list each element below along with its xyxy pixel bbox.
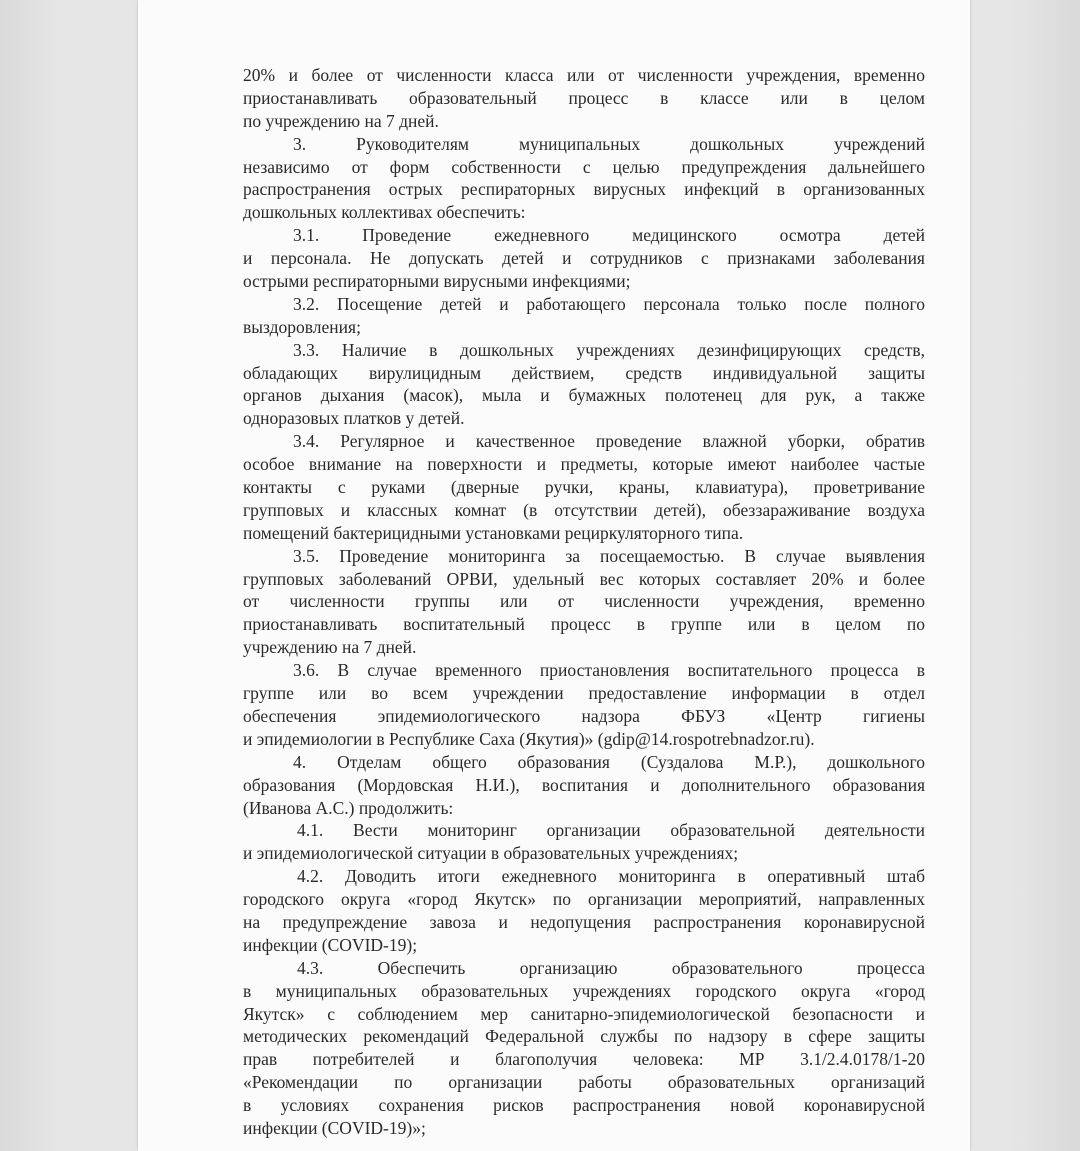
text-line: приостанавливать образовательный процесс в классе или в целом <box>243 87 925 108</box>
text-line: 3.5. Проведение мониторинга за посещаемостью. В случае выявления <box>293 545 925 566</box>
text-line: методических рекомендаций Федеральной службы по надзору в сфере защиты <box>243 1026 925 1047</box>
text-line: и персонала. Не допускать детей и сотрудников с признаками заболевания <box>243 248 925 269</box>
text-line: 4.3. Обеспечить организацию образовательного процесса <box>297 957 925 978</box>
text-line: и эпидемиологии в Республике Саха (Якутия)» (gdip@14.rospotrebnadzor.ru). <box>243 728 815 749</box>
text-line: независимо от форм собственности с целью предупреждения дальнейшего <box>243 156 925 177</box>
text-line: 3.4. Регулярное и качественное проведение влажной уборки, обратив <box>293 431 925 452</box>
text-line: дошкольных коллективах обеспечить: <box>243 202 526 223</box>
paragraph-item-3-4 <box>243 430 925 544</box>
text-line: органов дыхания (масок), мыла и бумажных полотенец для рук, а также <box>243 385 925 406</box>
text-line: помещений бактерицидными установками рециркуляторного типа. <box>243 522 744 543</box>
text-line: (Иванова А.С.) продолжить: <box>243 797 454 818</box>
text-line: 3. Руководителям муниципальных дошкольных учреждений <box>293 133 925 154</box>
text-line: по учреждению на 7 дней. <box>243 110 439 131</box>
text-line: 3.2. Посещение детей и работающего персонала только после полного <box>293 293 925 314</box>
paragraph-item-3-2 <box>243 293 925 339</box>
text-line: прав потребителей и благополучия человека: МР 3.1/2.4.0178/1-20 <box>243 1049 925 1070</box>
document-body <box>243 64 925 1140</box>
text-line: образования (Мордовская Н.И.), воспитания и дополнительного образования <box>243 774 925 795</box>
text-line: группе или во всем учреждении предоставление информации в отдел <box>243 683 925 704</box>
text-line: острыми респираторными вирусными инфекциями; <box>243 271 631 292</box>
text-line: инфекции (COVID-19); <box>243 934 418 955</box>
text-line: 4.1. Вести мониторинг организации образовательной деятельности <box>297 820 925 841</box>
text-line: групповых заболеваний ОРВИ, удельный вес которых составляет 20% и более <box>243 568 925 589</box>
paragraph-item-4-2 <box>243 865 925 957</box>
text-line: учреждению на 7 дней. <box>243 637 417 658</box>
paragraph-cont-2 <box>243 64 925 133</box>
document-page <box>138 0 970 1151</box>
text-line: в муниципальных образовательных учреждениях городского округа «город <box>243 980 925 1001</box>
text-line: контакты с руками (дверные ручки, краны, клавиатура), проветривание <box>243 477 925 498</box>
text-line: от численности группы или от численности учреждения, временно <box>243 591 925 612</box>
text-line: групповых и классных комнат (в отсутствии детей), обеззараживание воздуха <box>243 499 925 520</box>
paragraph-item-3 <box>243 133 925 225</box>
text-line: Якутск» с соблюдением мер санитарно-эпидемиологической безопасности и <box>243 1003 925 1024</box>
text-line: на предупреждение завоза и недопущения распространения коронавирусной <box>243 911 925 932</box>
text-line: обеспечения эпидемиологического надзора ФБУЗ «Центр гигиены <box>243 705 925 726</box>
text-line: особое внимание на поверхности и предметы, которые имеют наиболее частые <box>243 454 925 475</box>
text-line: распространения острых респираторных вирусных инфекций в организованных <box>243 179 925 200</box>
text-line: 4. Отделам общего образования (Суздалова М.Р.), дошкольного <box>293 751 925 772</box>
text-line: обладающих вирулицидным действием, средств индивидуальной защиты <box>243 362 925 383</box>
text-line: «Рекомендации по организации работы образовательных организаций <box>243 1072 925 1093</box>
paragraph-item-4-3 <box>243 957 925 1140</box>
text-line: одноразовых платков у детей. <box>243 408 465 429</box>
text-line: 3.6. В случае временного приостановления воспитательного процесса в <box>293 660 925 681</box>
text-line: 3.1. Проведение ежедневного медицинского осмотра детей <box>293 225 925 246</box>
paragraph-item-3-3 <box>243 339 925 431</box>
text-line: инфекции (COVID-19)»; <box>243 1117 426 1138</box>
paragraph-item-4 <box>243 751 925 820</box>
text-line: приостанавливать воспитательный процесс в группе или в целом по <box>243 614 925 635</box>
text-line: 3.3. Наличие в дошкольных учреждениях дезинфицирующих средств, <box>293 339 925 360</box>
paragraph-item-3-1 <box>243 224 925 293</box>
text-line: и эпидемиологической ситуации в образовательных учреждениях; <box>243 843 739 864</box>
text-line: 4.2. Доводить итоги ежедневного мониторинга в оперативный штаб <box>297 866 925 887</box>
text-line: выздоровления; <box>243 316 361 337</box>
paragraph-item-3-5 <box>243 545 925 659</box>
text-line: 20% и более от численности класса или от численности учреждения, временно <box>243 65 925 85</box>
text-line: городского округа «город Якутск» по организации мероприятий, направленных <box>243 889 925 910</box>
text-line: в условиях сохранения рисков распространения новой коронавирусной <box>243 1095 925 1116</box>
paragraph-item-3-6 <box>243 659 925 751</box>
paragraph-item-4-1 <box>243 819 925 865</box>
